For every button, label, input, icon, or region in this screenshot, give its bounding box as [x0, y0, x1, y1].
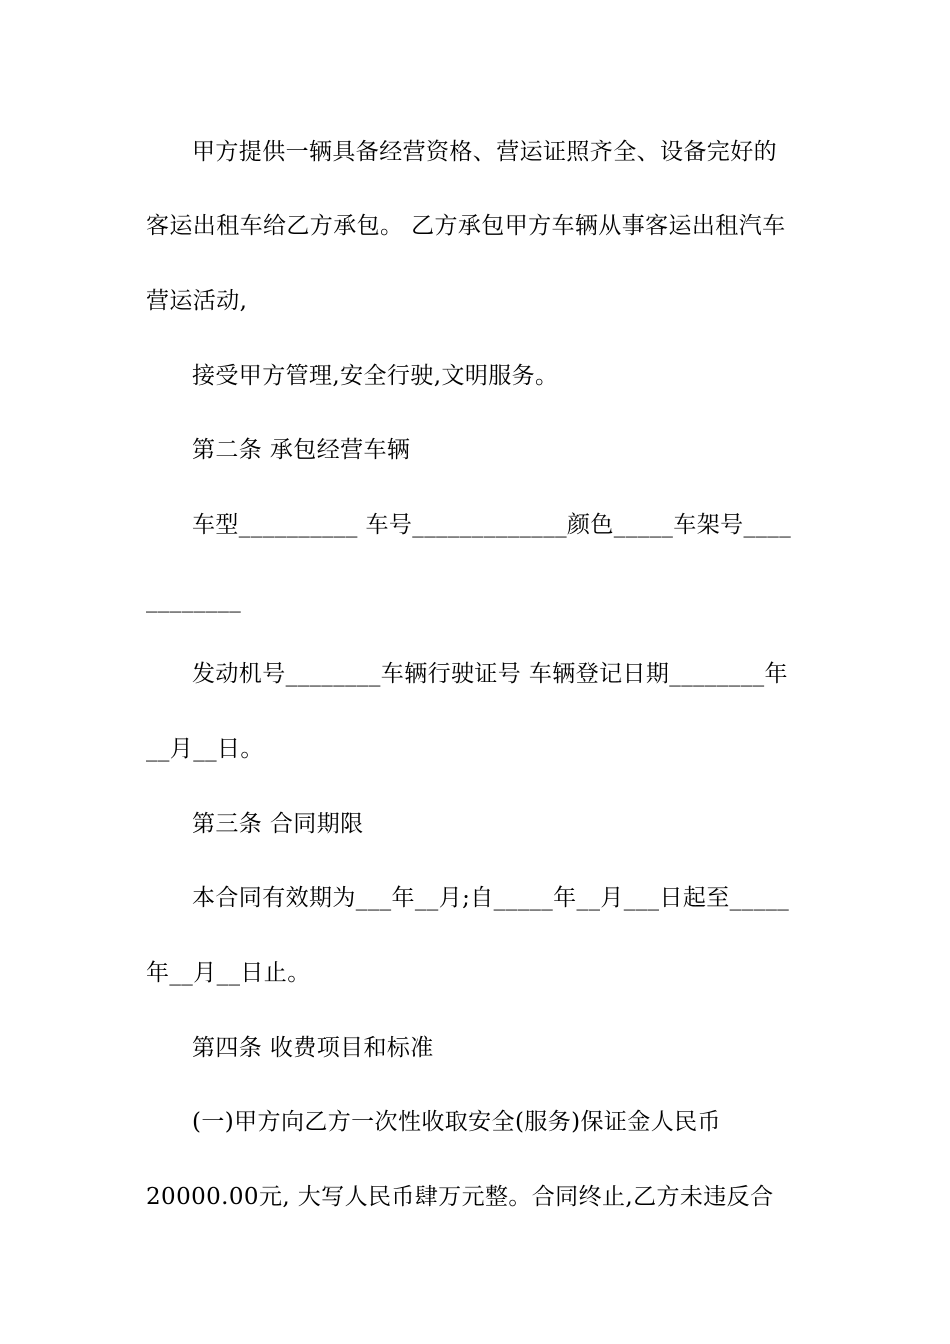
paragraph-line: 发动机号________车辆行驶证号 车辆登记日期________年: [192, 661, 788, 687]
paragraph-line: 客运出租车给乙方承包。 乙方承包甲方车辆从事客运出租汽车: [146, 213, 786, 239]
paragraph-line: 车型__________ 车号_____________颜色_____车架号____: [192, 512, 792, 538]
paragraph-line: 年__月__日止。: [146, 960, 311, 986]
paragraph-line: __月__日。: [146, 736, 264, 762]
paragraph-line: 本合同有效期为___年__月;自_____年__月___日起至_____: [192, 885, 790, 911]
paragraph-line: 20000.00元, 大写人民币肆万元整。合同终止,乙方未违反合: [146, 1184, 774, 1210]
section-heading: 第四条 收费项目和标准: [192, 1035, 434, 1061]
paragraph-line: 营运活动,: [146, 288, 248, 314]
paragraph-line: 甲方提供一辆具备经营资格、营运证照齐全、设备完好的: [192, 139, 777, 165]
paragraph-line: ________: [146, 587, 242, 613]
section-heading: 第三条 合同期限: [192, 811, 364, 837]
section-heading: 第二条 承包经营车辆: [192, 437, 411, 463]
paragraph-line: (一)甲方向乙方一次性收取安全(服务)保证金人民币: [192, 1109, 721, 1135]
paragraph-line: 接受甲方管理,安全行驶,文明服务。: [192, 363, 559, 389]
